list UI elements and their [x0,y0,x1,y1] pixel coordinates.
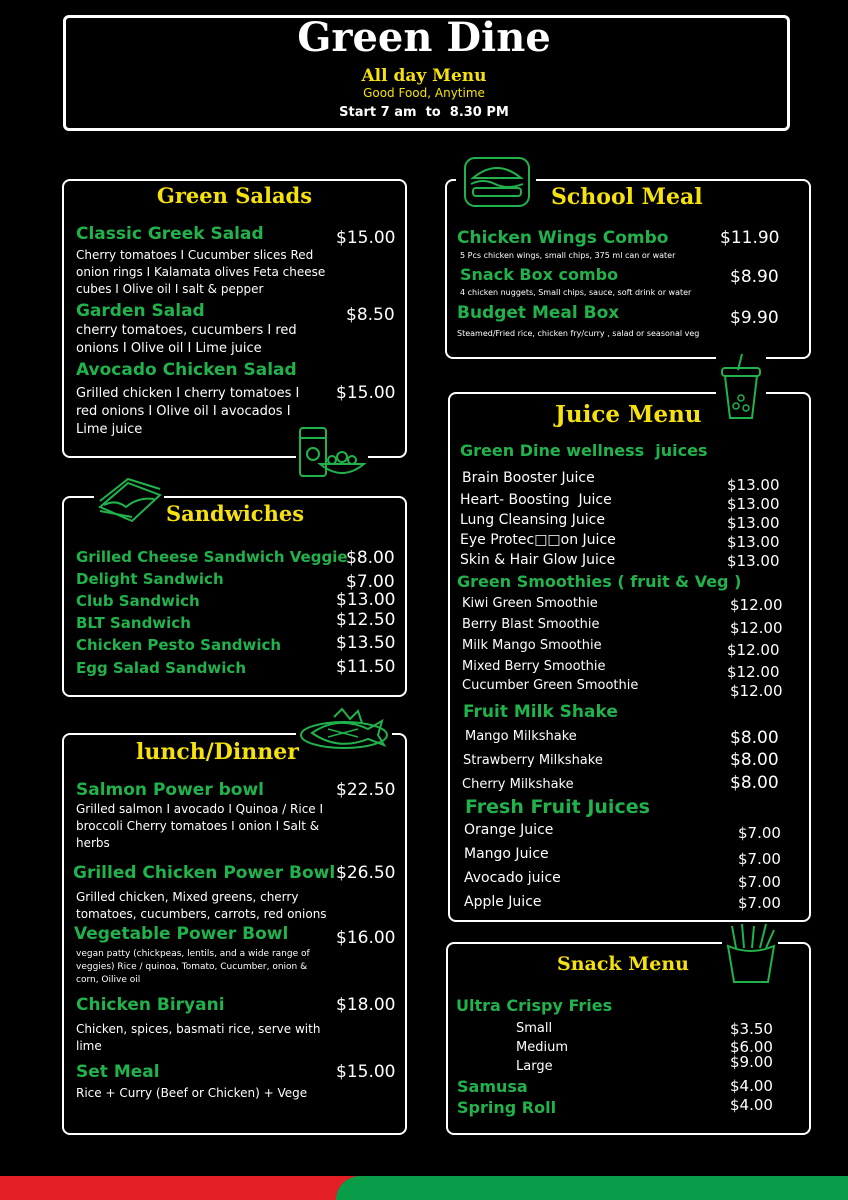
green-salads-title: Green Salads [156,183,313,208]
menu-item-name: Samusa [457,1077,528,1096]
menu-item-desc: Rice + Curry (Beef or Chicken) + Vege [76,1086,308,1100]
menu-item-price: $7.00 [738,873,781,891]
menu-item-price: $8.50 [346,305,395,325]
menu-item-desc: 4 chicken nuggets, Small chips, sauce, soft drink or water [460,288,692,297]
menu-item-price: $18.00 [336,995,396,1015]
menu-item-price: $4.00 [730,1077,773,1095]
menu-item-desc: cherry tomatoes, cucumbers I red onions I Olive oil I Lime juice [76,323,297,356]
burger-box-icon [461,154,533,210]
menu-item-name: Chicken Pesto Sandwich [76,636,282,654]
menu-item-price: $8.90 [730,267,779,287]
smoothies-heading: Green Smoothies ( fruit & Veg ) [457,572,742,591]
menu-item-price: $7.00 [738,850,781,868]
menu-item-price: $15.00 [336,228,396,248]
menu-item-price: $11.50 [336,657,396,677]
menu-item-name: Grilled Cheese Sandwich Veggie [76,548,348,566]
menu-item-name: Apple Juice [464,894,542,910]
footer-green-band [336,1176,848,1200]
menu-item-name: Mango Milkshake [465,729,577,744]
menu-item-price: $7.00 [346,572,395,592]
menu-item-price: $16.00 [336,928,396,948]
menu-item-name: Chicken Biryani [76,995,225,1015]
menu-item-name: BLT Sandwich [76,614,191,632]
menu-item-price: $13.00 [727,533,780,551]
school-meal-title: School Meal [551,184,703,210]
menu-item-name: Snack Box combo [460,265,619,284]
menu-item-name: Milk Mango Smoothie [462,638,602,653]
menu-item-name: Set Meal [76,1062,160,1082]
menu-item-price: $9.00 [730,1053,773,1071]
menu-item-name: Garden Salad [76,301,205,321]
menu-item-price: $15.00 [336,1062,396,1082]
sandwiches-title: Sandwiches [166,501,305,526]
menu-item-desc: Chicken, spices, basmati rice, serve with lime [76,1022,321,1053]
menu-item-price: $12.00 [727,641,780,659]
tagline: Good Food, Anytime [363,86,485,100]
menu-item-name: Salmon Power bowl [76,780,265,800]
menu-item-price: $15.00 [336,383,396,403]
menu-item-price: $8.00 [346,548,395,568]
menu-item-price: $4.00 [730,1096,773,1114]
menu-item-name: Mango Juice [464,846,549,862]
menu-item-name: Budget Meal Box [457,303,620,323]
fresh-juices-heading: Fresh Fruit Juices [465,796,650,818]
menu-item-name: Classic Greek Salad [76,224,264,244]
menu-item-price: $9.90 [730,308,779,328]
opening-hours: Start 7 am to 8.30 PM [339,105,509,120]
size-name: Small [516,1021,553,1036]
menu-item-name: Strawberry Milkshake [463,753,603,768]
menu-item-name: Chicken Wings Combo [457,228,669,248]
menu-item-name: Cucumber Green Smoothie [462,678,639,693]
menu-item-name: Grilled Chicken Power Bowl [73,863,336,883]
menu-subtitle: All day Menu [361,66,487,86]
juice-menu-title: Juice Menu [555,401,702,428]
fish-plate-icon [298,707,390,751]
restaurant-title: Green Dine [297,14,551,61]
menu-item-desc: Steamed/Fried rice, chicken fry/curry , salad or seasonal veg [457,329,700,338]
menu-item-price: $26.50 [336,863,396,883]
menu-item-name: Delight Sandwich [76,570,224,588]
menu-item-price: $8.00 [730,728,779,748]
menu-item-name: Brain Booster Juice [462,470,595,486]
menu-item-price: $13.00 [727,514,780,532]
menu-item-price: $12.00 [730,682,783,700]
menu-item-name: Avocado juice [464,870,561,886]
menu-item-price: $12.00 [727,663,780,681]
menu-item-price: $13.50 [336,633,396,653]
menu-item-price: $7.00 [738,824,781,842]
menu-item-desc: Grilled chicken, Mixed greens, cherry tomatoes, cucumbers, carrots, red onions [76,890,327,921]
menu-item-name: Eye Protec□□on Juice [460,532,616,548]
size-name: Medium [516,1040,568,1055]
menu-item-price: $13.00 [727,552,780,570]
menu-item-price: $8.00 [730,773,779,793]
menu-item-name: Berry Blast Smoothie [462,617,600,632]
menu-item-name: Orange Juice [464,822,554,838]
menu-item-price: $13.00 [727,476,780,494]
menu-item-price: $13.00 [727,495,780,513]
menu-item-name: Cherry Milkshake [462,777,574,792]
size-name: Large [516,1059,553,1074]
fries-name: Ultra Crispy Fries [456,996,613,1015]
sandwich-icon [96,477,164,523]
milkshake-heading: Fruit Milk Shake [463,702,618,722]
menu-item-desc: Grilled chicken I cherry tomatoes I red onions I Olive oil I avocados I Lime juice [76,386,300,437]
menu-item-name: Vegetable Power Bowl [74,924,289,944]
wellness-heading: Green Dine wellness juices [460,441,708,460]
fries-icon [724,922,778,984]
menu-item-name: Club Sandwich [76,592,200,610]
menu-item-price: $11.90 [720,228,780,248]
menu-item-price: $12.00 [730,596,783,614]
menu-item-price: $7.00 [738,894,781,912]
menu-item-desc: 5 Pcs chicken wings, small chips, 375 ml can or water [460,251,676,260]
menu-item-price: $22.50 [336,780,396,800]
menu-item-price: $3.50 [730,1020,773,1038]
menu-item-price: $12.00 [730,619,783,637]
menu-item-desc: Grilled salmon I avocado I Quinoa / Rice I broccoli Cherry tomatoes I onion I Salt & herbs [76,802,324,850]
bubble-tea-icon [718,352,764,422]
menu-item-name: Avocado Chicken Salad [76,360,297,380]
menu-item-desc: Cherry tomatoes I Cucumber slices Red onion rings I Kalamata olives Feta cheese cubes I Olive oil I salt & pepper [76,248,326,296]
lunch-dinner-title: lunch/Dinner [136,739,299,765]
menu-item-desc: vegan patty (chickpeas, lentils, and a wide range of veggies) Rice / quinoa, Tomato, Cucumber, onion & corn, Oilive oil [76,949,310,985]
menu-item-price: $13.00 [336,590,396,610]
menu-item-price: $12.50 [336,610,396,630]
snack-menu-title: Snack Menu [557,953,689,975]
menu-item-price: $6.00 [730,1038,773,1056]
menu-item-name: Spring Roll [457,1098,557,1117]
menu-item-price: $8.00 [730,750,779,770]
menu-item-name: Kiwi Green Smoothie [462,596,598,611]
menu-item-name: Skin & Hair Glow Juice [460,552,616,568]
menu-item-name: Mixed Berry Smoothie [462,659,606,674]
menu-item-name: Heart- Boosting Juice [460,492,612,508]
menu-item-name: Egg Salad Sandwich [76,659,247,677]
menu-item-name: Lung Cleansing Juice [460,512,605,528]
